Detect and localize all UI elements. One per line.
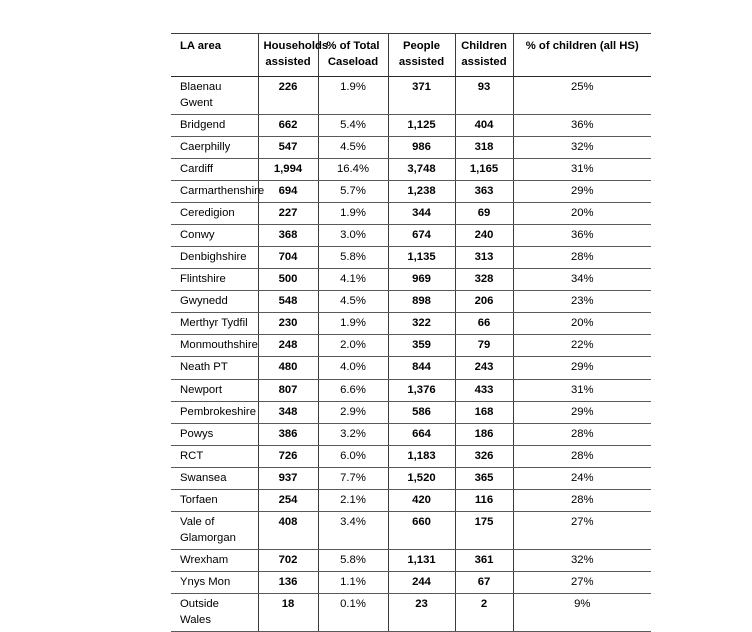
cell-pct-children-all-hs: 22% — [513, 335, 651, 357]
table-header-row — [171, 34, 651, 77]
cell-la-area: RCT — [171, 445, 258, 467]
cell-people-assisted: 420 — [388, 489, 455, 511]
cell-people-assisted: 371 — [388, 77, 455, 115]
cell-la-area: Caerphilly — [171, 137, 258, 159]
cell-children-assisted: 2 — [455, 593, 513, 631]
column-header-line: assisted — [265, 56, 311, 69]
cell-households-assisted: 807 — [258, 379, 318, 401]
cell-pct-total-caseload: 6.6% — [318, 379, 388, 401]
table-row — [171, 181, 651, 203]
cell-pct-children-all-hs: 32% — [513, 549, 651, 571]
cell-people-assisted: 898 — [388, 291, 455, 313]
cell-la-area: Ceredigion — [171, 203, 258, 225]
cell-la-area: Cardiff — [171, 159, 258, 181]
cell-pct-total-caseload: 6.0% — [318, 445, 388, 467]
cell-households-assisted: 548 — [258, 291, 318, 313]
table-row — [171, 379, 651, 401]
column-header-pct-total-caseload — [318, 34, 388, 77]
cell-la-area: Swansea — [171, 467, 258, 489]
cell-pct-total-caseload: 7.7% — [318, 467, 388, 489]
cell-la-area: Ynys Mon — [171, 571, 258, 593]
cell-la-area: Vale of Glamorgan — [171, 511, 258, 549]
cell-pct-children-all-hs: 36% — [513, 115, 651, 137]
cell-households-assisted: 230 — [258, 313, 318, 335]
cell-pct-total-caseload: 3.0% — [318, 225, 388, 247]
cell-pct-total-caseload: 3.2% — [318, 423, 388, 445]
table-row — [171, 203, 651, 225]
table-row — [171, 357, 651, 379]
cell-pct-children-all-hs: 20% — [513, 313, 651, 335]
cell-households-assisted: 726 — [258, 445, 318, 467]
cell-people-assisted: 1,520 — [388, 467, 455, 489]
cell-children-assisted: 168 — [455, 401, 513, 423]
cell-pct-total-caseload: 4.0% — [318, 357, 388, 379]
cell-people-assisted: 664 — [388, 423, 455, 445]
cell-pct-children-all-hs: 25% — [513, 77, 651, 115]
cell-pct-children-all-hs: 32% — [513, 137, 651, 159]
cell-children-assisted: 69 — [455, 203, 513, 225]
cell-households-assisted: 408 — [258, 511, 318, 549]
table-row — [171, 137, 651, 159]
cell-people-assisted: 660 — [388, 511, 455, 549]
table-body — [171, 77, 651, 632]
table-container — [171, 33, 651, 632]
cell-people-assisted: 244 — [388, 571, 455, 593]
cell-pct-total-caseload: 5.8% — [318, 247, 388, 269]
cell-children-assisted: 66 — [455, 313, 513, 335]
cell-people-assisted: 1,183 — [388, 445, 455, 467]
column-header-people-assisted — [388, 34, 455, 77]
cell-pct-total-caseload: 3.4% — [318, 511, 388, 549]
cell-pct-total-caseload: 2.0% — [318, 335, 388, 357]
cell-households-assisted: 547 — [258, 137, 318, 159]
cell-pct-children-all-hs: 27% — [513, 511, 651, 549]
cell-la-area: Denbighshire — [171, 247, 258, 269]
cell-households-assisted: 368 — [258, 225, 318, 247]
cell-households-assisted: 226 — [258, 77, 318, 115]
cell-children-assisted: 1,165 — [455, 159, 513, 181]
cell-people-assisted: 586 — [388, 401, 455, 423]
cell-pct-total-caseload: 4.5% — [318, 137, 388, 159]
cell-children-assisted: 93 — [455, 77, 513, 115]
cell-la-area: Gwynedd — [171, 291, 258, 313]
cell-pct-children-all-hs: 31% — [513, 379, 651, 401]
cell-pct-children-all-hs: 28% — [513, 445, 651, 467]
cell-pct-children-all-hs: 20% — [513, 203, 651, 225]
cell-people-assisted: 359 — [388, 335, 455, 357]
cell-children-assisted: 313 — [455, 247, 513, 269]
cell-pct-total-caseload: 1.9% — [318, 313, 388, 335]
cell-households-assisted: 348 — [258, 401, 318, 423]
cell-households-assisted: 704 — [258, 247, 318, 269]
cell-children-assisted: 328 — [455, 269, 513, 291]
cell-households-assisted: 1,994 — [258, 159, 318, 181]
cell-la-area: Merthyr Tydfil — [171, 313, 258, 335]
cell-people-assisted: 1,131 — [388, 549, 455, 571]
cell-households-assisted: 227 — [258, 203, 318, 225]
cell-children-assisted: 243 — [455, 357, 513, 379]
cell-pct-total-caseload: 4.5% — [318, 291, 388, 313]
column-header-line: % of children (all HS) — [525, 40, 639, 52]
table-row — [171, 225, 651, 247]
cell-households-assisted: 500 — [258, 269, 318, 291]
cell-pct-children-all-hs: 29% — [513, 357, 651, 379]
cell-children-assisted: 433 — [455, 379, 513, 401]
table-row — [171, 291, 651, 313]
cell-people-assisted: 322 — [388, 313, 455, 335]
table-row — [171, 115, 651, 137]
column-header-line: Children — [461, 40, 507, 52]
cell-households-assisted: 702 — [258, 549, 318, 571]
cell-people-assisted: 1,135 — [388, 247, 455, 269]
cell-children-assisted: 363 — [455, 181, 513, 203]
cell-children-assisted: 361 — [455, 549, 513, 571]
cell-la-area: Monmouthshire — [171, 335, 258, 357]
table-header — [171, 34, 651, 77]
cell-children-assisted: 326 — [455, 445, 513, 467]
cell-pct-children-all-hs: 28% — [513, 489, 651, 511]
cell-la-area: Flintshire — [171, 269, 258, 291]
cell-people-assisted: 344 — [388, 203, 455, 225]
table-row — [171, 511, 651, 549]
cell-people-assisted: 986 — [388, 137, 455, 159]
table-row — [171, 313, 651, 335]
cell-people-assisted: 1,238 — [388, 181, 455, 203]
cell-pct-children-all-hs: 29% — [513, 401, 651, 423]
cell-children-assisted: 116 — [455, 489, 513, 511]
cell-la-area: Newport — [171, 379, 258, 401]
table-row — [171, 593, 651, 631]
cell-pct-total-caseload: 4.1% — [318, 269, 388, 291]
column-header-households-assisted — [258, 34, 329, 77]
cell-pct-total-caseload: 5.8% — [318, 549, 388, 571]
cell-la-area: Torfaen — [171, 489, 258, 511]
cell-children-assisted: 206 — [455, 291, 513, 313]
cell-pct-total-caseload: 2.1% — [318, 489, 388, 511]
table-row — [171, 247, 651, 269]
cell-la-area: Conwy — [171, 225, 258, 247]
cell-la-area: Neath PT — [171, 357, 258, 379]
column-header-line: assisted — [398, 56, 445, 69]
cell-la-area: Outside Wales — [171, 593, 258, 631]
cell-children-assisted: 175 — [455, 511, 513, 549]
column-header-line: People — [402, 40, 441, 52]
table-row — [171, 159, 651, 181]
cell-pct-children-all-hs: 36% — [513, 225, 651, 247]
cell-children-assisted: 365 — [455, 467, 513, 489]
cell-pct-total-caseload: 1.9% — [318, 203, 388, 225]
cell-households-assisted: 18 — [258, 593, 318, 631]
cell-pct-children-all-hs: 31% — [513, 159, 651, 181]
cell-pct-children-all-hs: 34% — [513, 269, 651, 291]
cell-pct-children-all-hs: 29% — [513, 181, 651, 203]
table-row — [171, 269, 651, 291]
table-row — [171, 423, 651, 445]
cell-children-assisted: 404 — [455, 115, 513, 137]
cell-pct-children-all-hs: 24% — [513, 467, 651, 489]
cell-pct-total-caseload: 1.1% — [318, 571, 388, 593]
cell-people-assisted: 3,748 — [388, 159, 455, 181]
table-row — [171, 335, 651, 357]
cell-pct-children-all-hs: 28% — [513, 423, 651, 445]
cell-people-assisted: 969 — [388, 269, 455, 291]
cell-pct-children-all-hs: 27% — [513, 571, 651, 593]
cell-la-area: Bridgend — [171, 115, 258, 137]
column-header-line: Households — [263, 40, 329, 52]
cell-children-assisted: 79 — [455, 335, 513, 357]
cell-children-assisted: 67 — [455, 571, 513, 593]
column-header-line: % of Total — [326, 40, 380, 52]
cell-households-assisted: 662 — [258, 115, 318, 137]
column-header-la-area — [171, 34, 258, 77]
cell-households-assisted: 248 — [258, 335, 318, 357]
table-row — [171, 401, 651, 423]
cell-la-area: Wrexham — [171, 549, 258, 571]
cell-children-assisted: 186 — [455, 423, 513, 445]
cell-people-assisted: 1,376 — [388, 379, 455, 401]
table-row — [171, 571, 651, 593]
cell-people-assisted: 844 — [388, 357, 455, 379]
cell-children-assisted: 318 — [455, 137, 513, 159]
cell-pct-total-caseload: 16.4% — [318, 159, 388, 181]
cell-pct-total-caseload: 5.7% — [318, 181, 388, 203]
cell-pct-children-all-hs: 23% — [513, 291, 651, 313]
cell-children-assisted: 240 — [455, 225, 513, 247]
cell-households-assisted: 386 — [258, 423, 318, 445]
column-header-line: assisted — [461, 56, 507, 69]
column-header-line: Caseload — [327, 56, 379, 69]
column-header-pct-children-all-hs — [513, 34, 651, 77]
column-header-line: LA area — [180, 40, 222, 52]
column-header-children-assisted — [455, 34, 513, 77]
cell-households-assisted: 937 — [258, 467, 318, 489]
cell-households-assisted: 254 — [258, 489, 318, 511]
cell-households-assisted: 136 — [258, 571, 318, 593]
table-row — [171, 549, 651, 571]
cell-pct-total-caseload: 1.9% — [318, 77, 388, 115]
cell-la-area: Blaenau Gwent — [171, 77, 258, 115]
table-row — [171, 489, 651, 511]
cell-households-assisted: 480 — [258, 357, 318, 379]
table-row — [171, 467, 651, 489]
cell-pct-total-caseload: 0.1% — [318, 593, 388, 631]
cell-people-assisted: 1,125 — [388, 115, 455, 137]
cell-la-area: Carmarthenshire — [171, 181, 258, 203]
cell-households-assisted: 694 — [258, 181, 318, 203]
cell-pct-total-caseload: 5.4% — [318, 115, 388, 137]
table-row — [171, 445, 651, 467]
cell-la-area: Pembrokeshire — [171, 401, 258, 423]
cell-pct-children-all-hs: 28% — [513, 247, 651, 269]
table-row — [171, 77, 651, 115]
cell-pct-total-caseload: 2.9% — [318, 401, 388, 423]
la-area-assistance-table — [171, 33, 651, 632]
cell-people-assisted: 674 — [388, 225, 455, 247]
cell-la-area: Powys — [171, 423, 258, 445]
cell-pct-children-all-hs: 9% — [513, 593, 651, 631]
cell-people-assisted: 23 — [388, 593, 455, 631]
